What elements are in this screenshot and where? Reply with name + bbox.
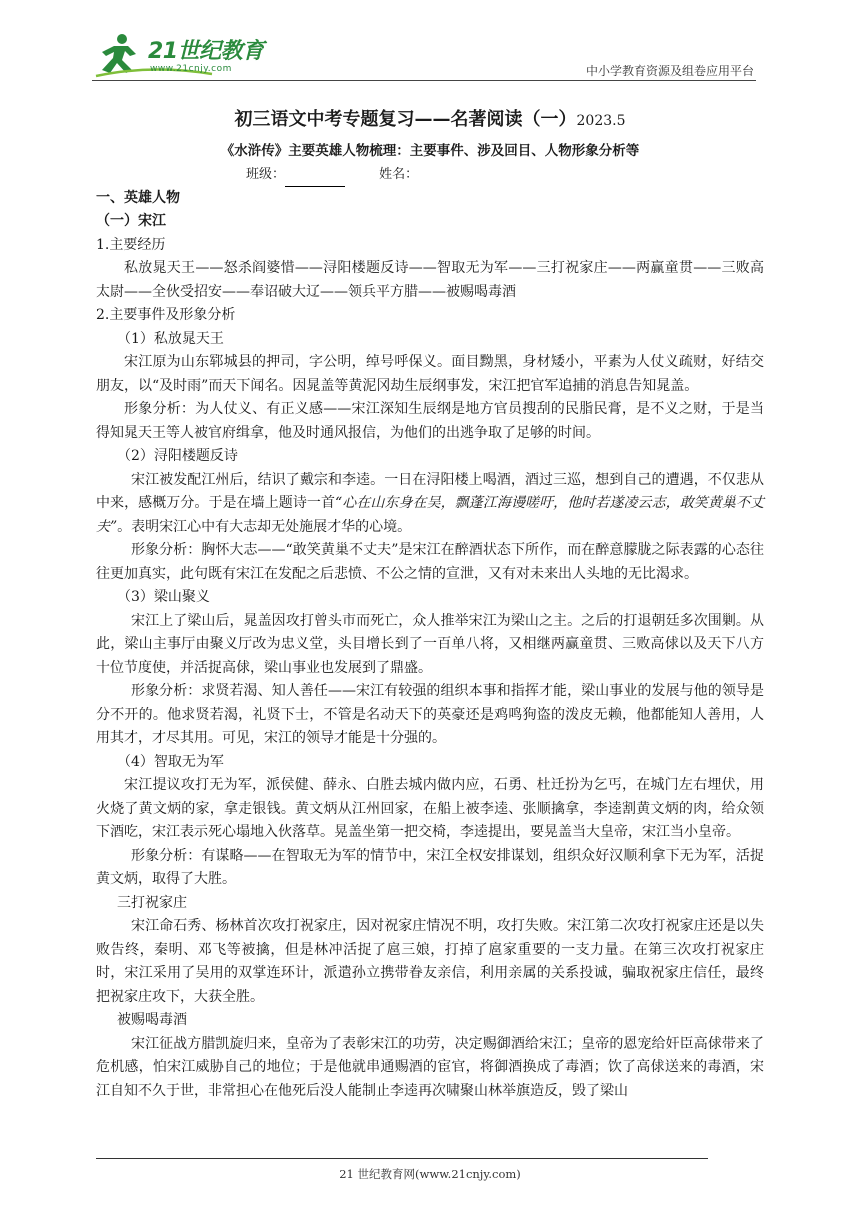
paragraph: 宋江提议攻打无为军，派侯健、薛永、白胜去城内做内应，石勇、杜迁扮为乞丐，在城门左右埋伏，用火烧了黄文炳的家，拿走银钱。黄文炳从江州回家，在船上被李逵、张顺擒拿，李逵割黄文炳的肉，给众领下酒吃，宋江表示死心塌地入伙落草。晃盖坐第一把交椅，李逵提出，要晃盖当大皇帝，宋江当小皇帝。: [96, 777, 764, 840]
document-body: [96, 104, 764, 1103]
class-blank: [285, 171, 345, 187]
page-header: [0, 0, 860, 90]
event-heading: （3）梁山聚义: [117, 589, 210, 605]
footer-divider: [96, 1158, 708, 1159]
paragraph: 宋江征战方腊凯旋归来，皇帝为了表彰宋江的功劳，决定赐御酒给宋江；皇帝的恩宠给奸臣高俅带来了危机感，怕宋江威胁自己的地位；于是他就串通赐酒的宦官，将御酒换成了毒酒；饮了高俅送来的毒酒，宋江自知不久于世，非常担心在他死后没人能制止李逵再次啸聚山林举旗造反，毁了梁山: [96, 1035, 764, 1099]
event-heading: 被赐喝毒酒: [117, 1012, 187, 1028]
page-footer: 21 世纪教育网(www.21cnjy.com): [339, 1167, 521, 1181]
name-label: 姓名：: [379, 167, 419, 182]
logo-url: www.21cnjy.com: [150, 64, 232, 74]
paragraph: 宋江命石秀、杨林首次攻打祝家庄，因对祝家庄情况不明，攻打失败。宋江第二次攻打祝家庄还是以失败告终，秦明、邓飞等被擒，但是林冲活捉了扈三娘，打掉了扈家重要的一支力量。在第三次攻打祝家庄时，宋江采用了吴用的双掌连环计，派遣孙立携带眷友亲信，利用亲属的关系投诚，骗取祝家庄信任，最终把祝家庄攻下，大获全胜。: [96, 918, 764, 1005]
paragraph: 宋江上了梁山后，晁盖因攻打曾头市而死亡，众人推举宋江为梁山之主。之后的打退朝廷多次围剿。从此，梁山主事厅由聚义厅改为忠义堂，头目增长到了一百单八将，又相继两赢童贯、三败高俅以及天下八方十位节度使，并活捉高俅，梁山事业也发展到了鼎盛。: [96, 612, 764, 676]
paragraph-text: 宋江被发配江州后，结识了戴宗和李逵。一日在浔阳楼上喝酒，酒过三巡，想到自己的遭遇，不仅悲从中来，感概万分。于是在墙上题诗一首: [96, 471, 764, 511]
paragraph: 私放晁天王——怒杀阎婆惜——浔阳楼题反诗——智取无为军——三打祝家庄——两赢童贯——三败高太尉——全伙受招安——奉诏破大辽——领兵平方腊——被赐喝毒酒: [96, 260, 764, 300]
paragraph-text: 。表明宋江心中有大志却无处施展才华的心境。: [117, 518, 412, 535]
analysis-paragraph: 形象分析：有谋略——在智取无为军的情节中，宋江全权安排谋划，组织众好汉顺利拿下无为军，活捉黄文炳，取得了大胜。: [96, 847, 764, 887]
section-heading: 一、英雄人物: [96, 189, 180, 206]
page-subtitle: 《水浒传》主要英雄人物梳理：主要事件、涉及回目、人物形象分析等: [220, 142, 640, 159]
analysis-paragraph: 形象分析：胸怀大志——“敢笑黄巢不丈夫”是宋江在醉酒状态下所作，而在醉意朦胧之际表露的心态往往更加真实，此句既有宋江在发配之后悲愤、不公之情的宣泄，又有对未来出人头地的无比渴求。: [96, 542, 764, 582]
event-heading: 三打祝家庄: [117, 894, 187, 911]
analysis-paragraph: 形象分析：为人仗义、有正义感——宋江深知生辰纲是地方官员搜刮的民脂民膏，是不义之财，于是当得知晁天王等人被官府缉拿，他及时通风报信，为他们的出逃争取了足够的时间。: [96, 401, 764, 441]
event-heading: （4）智取无为军: [117, 753, 224, 770]
event-heading: （2）浔阳楼题反诗: [117, 448, 238, 464]
subsection-heading: （一）宋江: [96, 213, 166, 229]
logo-title: 21世纪教育: [148, 39, 264, 64]
class-label: 班级：: [246, 167, 286, 182]
analysis-paragraph: 形象分析：求贤若渴、知人善任——宋江有较强的组织本事和指挥才能，梁山事业的发展与他的领导是分不开的。他求贤若渴，礼贤下士，不管是名动天下的英豪还是鸡鸣狗盗的泼皮无赖，他都能知人善用，人用其才，才尽其用。可见，宋江的领导才能是十分强的。: [96, 683, 764, 746]
page-title: [96, 108, 764, 134]
class-name-line: [96, 163, 764, 187]
item-heading: 2.主要事件及形象分析: [96, 307, 236, 323]
header-divider: [92, 80, 756, 81]
event-heading: （1）私放晁天王: [117, 330, 224, 347]
poem-quote: “心在山东身在吴，飘蓬江海谩嗟吁，他时若遂凌云志，敢笑黄巢不丈夫”: [96, 495, 765, 535]
title-year: 2023.5: [576, 113, 626, 129]
paragraph: 宋江原为山东郓城县的押司，字公明，绰号呼保义。面目黝黑，身材矮小，平素为人仗义疏财，好结交朋友，以“及时雨”而天下闻名。因晁盖等黄泥冈劫生辰纲事发，宋江把官军追捕的消息告知晁盖。: [96, 354, 764, 394]
title-text: 初三语文中考专题复习——名著阅读（一）: [234, 109, 577, 130]
platform-name: 中小学教育资源及组卷应用平台: [585, 64, 754, 78]
paragraph: [96, 469, 764, 540]
item-heading: 1.主要经历: [96, 236, 166, 253]
